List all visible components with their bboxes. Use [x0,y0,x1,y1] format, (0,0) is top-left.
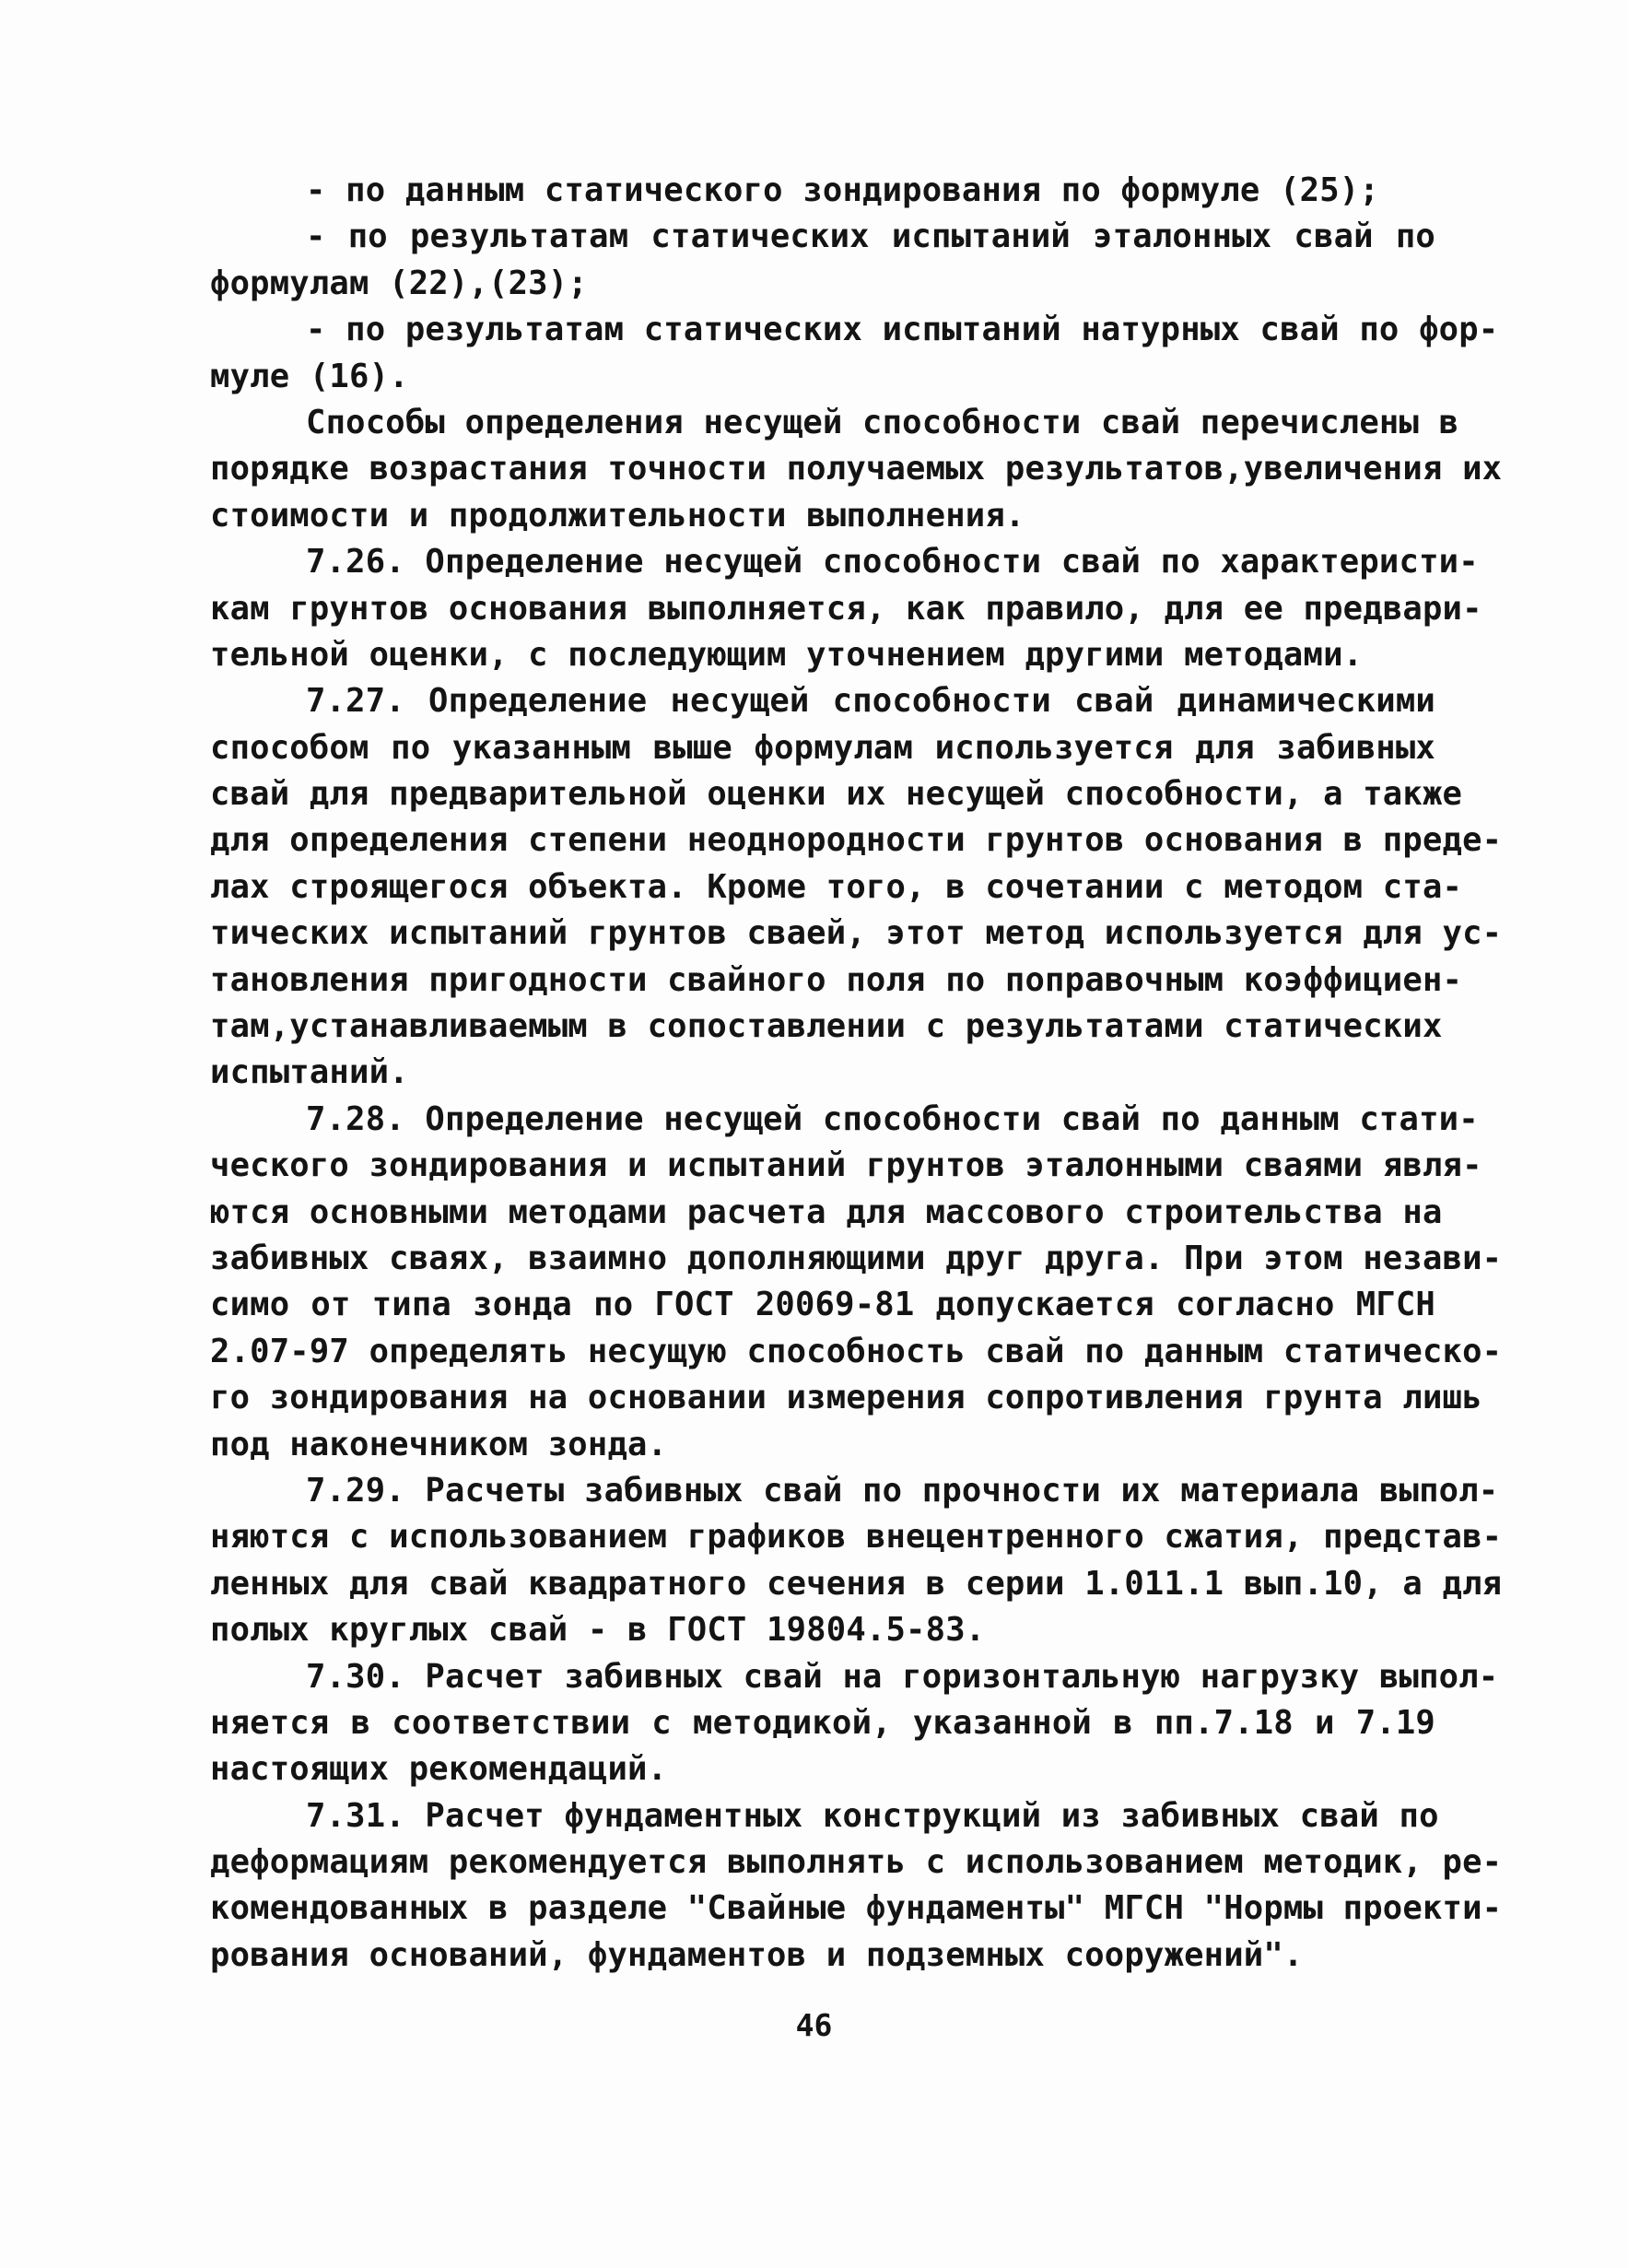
text-line: Способы определения несущей способности свай перечислены в [306,403,1459,441]
text-line: рования оснований, фундаментов и подземных сооружений". [210,1935,1304,1974]
text-line: 7.30. Расчет забивных свай на горизонтальную нагрузку выпол- [306,1657,1499,1696]
text-line: полых круглых свай - в ГОСТ 19804.5-83. [210,1611,986,1650]
text-line: кам грунтов основания выполняется, как правило, для ее предвари- [210,589,1482,628]
text-line: настоящих рекомендаций. [210,1750,668,1789]
text-line: 2.07-97 определять несущую способность свай по данным статическо- [210,1332,1503,1370]
text-line: 7.28. Определение несущей способности свай по данным стати- [306,1099,1479,1138]
text-line: комендованных в разделе "Свайные фундаменты" МГСН "Нормы проекти- [210,1889,1503,1928]
text-line: - по результатам статических испытаний натурных свай по фор- [306,311,1499,349]
text-line: 7.27. Определение несущей способности свай динамическими [306,682,1435,721]
text-line: няются с использованием графиков внецентренного сжатия, представ- [210,1518,1503,1557]
text-line: формулам (22),(23); [210,264,588,302]
text-line: там,устанавливаемым в сопоставлении с результатами статических [210,1007,1443,1046]
text-line: порядке возрастания точности получаемых результатов,увеличения их [210,450,1503,488]
text-line: испытаний. [210,1053,409,1092]
text-line: лах строящегося объекта. Кроме того, в сочетании с методом ста- [210,867,1463,906]
text-line: под наконечником зонда. [210,1425,668,1463]
text-line: - по данным статического зондирования по формуле (25); [306,171,1379,209]
text-line: для определения степени неоднородности грунтов основания в преде- [210,821,1503,860]
text-line: деформациям рекомендуется выполнять с использованием методик, ре- [210,1843,1503,1882]
text-line: го зондирования на основании измерения сопротивления грунта лишь [210,1379,1482,1417]
text-line: 7.26. Определение несущей способности свай по характеристи- [306,543,1479,582]
text-line: няется в соответствии с методикой, указанной в пп.7.18 и 7.19 [210,1703,1435,1742]
text-line: 7.29. Расчеты забивных свай по прочности их материала выпол- [306,1471,1499,1510]
text-line: муле (16). [210,357,409,395]
text-line: стоимости и продолжительности выполнения. [210,496,1025,535]
text-line: ческого зондирования и испытаний грунтов эталонными сваями явля- [210,1146,1482,1185]
page-number: 46 [795,2007,833,2043]
body-text [210,168,1503,1979]
text-line: забивных сваях, взаимно дополняющими друг друга. При этом незави- [210,1239,1503,1277]
text-line: 7.31. Расчет фундаментных конструкций из забивных свай по [306,1796,1439,1835]
text-line: тических испытаний грунтов сваей, этот метод используется для ус- [210,914,1503,953]
text-line: тановления пригодности свайного поля по поправочным коэффициен- [210,960,1463,999]
text-line: симо от типа зонда по ГОСТ 20069-81 допускается согласно МГСН [210,1286,1435,1324]
text-line: тельной оценки, с последующим уточнением другими методами. [210,635,1364,674]
text-line: свай для предварительной оценки их несущей способности, а также [210,775,1463,814]
text-line: ются основными методами расчета для массового строительства на [210,1193,1443,1231]
text-line: - по результатам статических испытаний эталонных свай по [306,217,1435,256]
text-line: способом по указанным выше формулам используется для забивных [210,728,1435,767]
text-line: ленных для свай квадратного сечения в серии 1.011.1 вып.10, а для [210,1564,1503,1603]
